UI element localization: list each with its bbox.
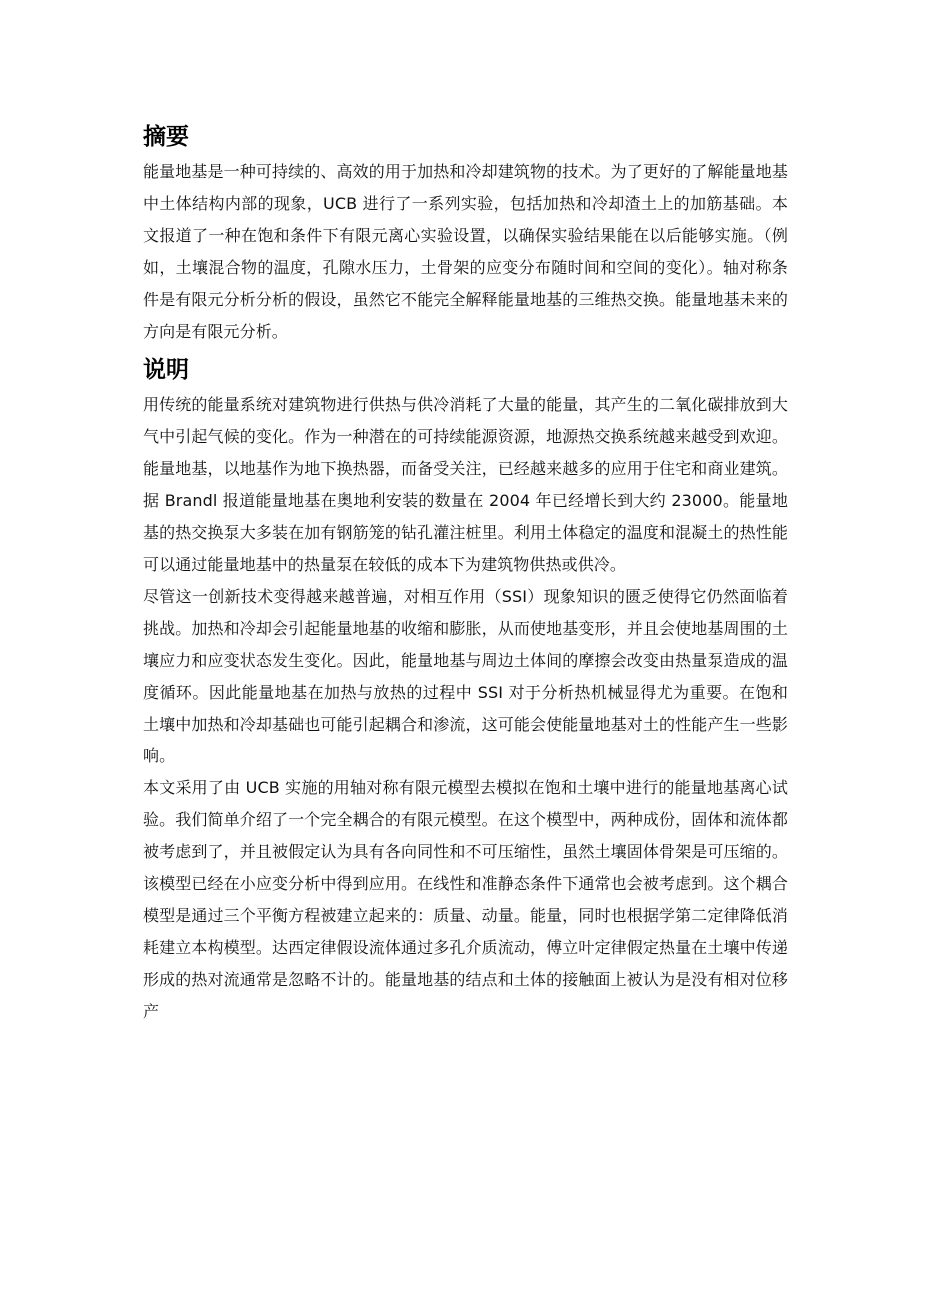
abstract-section (143, 118, 788, 347)
body-paragraph: 尽管这一创新技术变得越来越普遍，对相互作用（SSI）现象知识的匮乏使得它仍然面临着挑战。加热和冷却会引起能量地基的收缩和膨胀，从而使地基变形，并且会使地基周围的土壤应力和应变状态发生变化。因此，能量地基与周边土体间的摩擦会改变由热量泵造成的温度循环。因此能量地基在加热与放热的过程中 SSI 对于分析热机械显得尤为重要。在饱和土壤中加热和冷却基础也可能引起耦合和渗流，这可能会使能量地基对土的性能产生一些影响。 (143, 586, 788, 766)
abstract-paragraph: 能量地基是一种可持续的、高效的用于加热和冷却建筑物的技术。为了更好的了解能量地基中土体结构内部的现象，UCB 进行了一系列实验，包括加热和冷却渣土上的加筋基础。本文报道了一种在饱和条件下有限元离心实验设置，以确保实验结果能在以后能够实施。（例如，土壤混合物的温度，孔隙水压力，土骨架的应变分布随时间和空间的变化）。轴对称条件是有限元分析分析的假设，虽然它不能完全解释能量地基的三维热交换。能量地基未来的方向是有限元分析。 (143, 162, 788, 341)
document-page (143, 118, 788, 1028)
abstract-heading: 摘要 (143, 124, 189, 150)
body-paragraph: 本文采用了由 UCB 实施的用轴对称有限元模型去模拟在饱和土壤中进行的能量地基离心试验。我们简单介绍了一个完全耦合的有限元模型。在这个模型中，两种成份，固体和流体都被考虑到了，并且被假定认为具有各向同性和不可压缩性，虽然土壤固体骨架是可压缩的。该模型已经在小应变分析中得到应用。在线性和准静态条件下通常也会被考虑到。这个耦合模型是通过三个平衡方程被建立起来的：质量、动量。能量，同时也根据学第二定律降低消耗建立本构模型。达西定律假设流体通过多孔介质流动，傅立叶定律假定热量在土壤中传递形成的热对流通常是忽略不计的。能量地基的结点和土体的接触面上被认为是没有相对位移产 (143, 778, 788, 1021)
body-paragraph: 用传统的能量系统对建筑物进行供热与供冷消耗了大量的能量，其产生的二氧化碳排放到大气中引起气候的变化。作为一种潜在的可持续能源资源，地源热交换系统越来越受到欢迎。能量地基，以地基作为地下换热器，而备受关注，已经越来越多的应用于住宅和商业建筑。据 Brandl 报道能量地基在奥地利安装的数量在 2004 年已经增长到大约 23000。能量地基的热交换泵大多装在加有钢筋笼的钻孔灌注桩里。利用土体稳定的温度和混凝土的热性能可以通过能量地基中的热量泵在较低的成本下为建筑物供热或供冷。 (143, 395, 788, 574)
introduction-section (143, 351, 788, 1027)
introduction-heading: 说明 (143, 357, 189, 384)
